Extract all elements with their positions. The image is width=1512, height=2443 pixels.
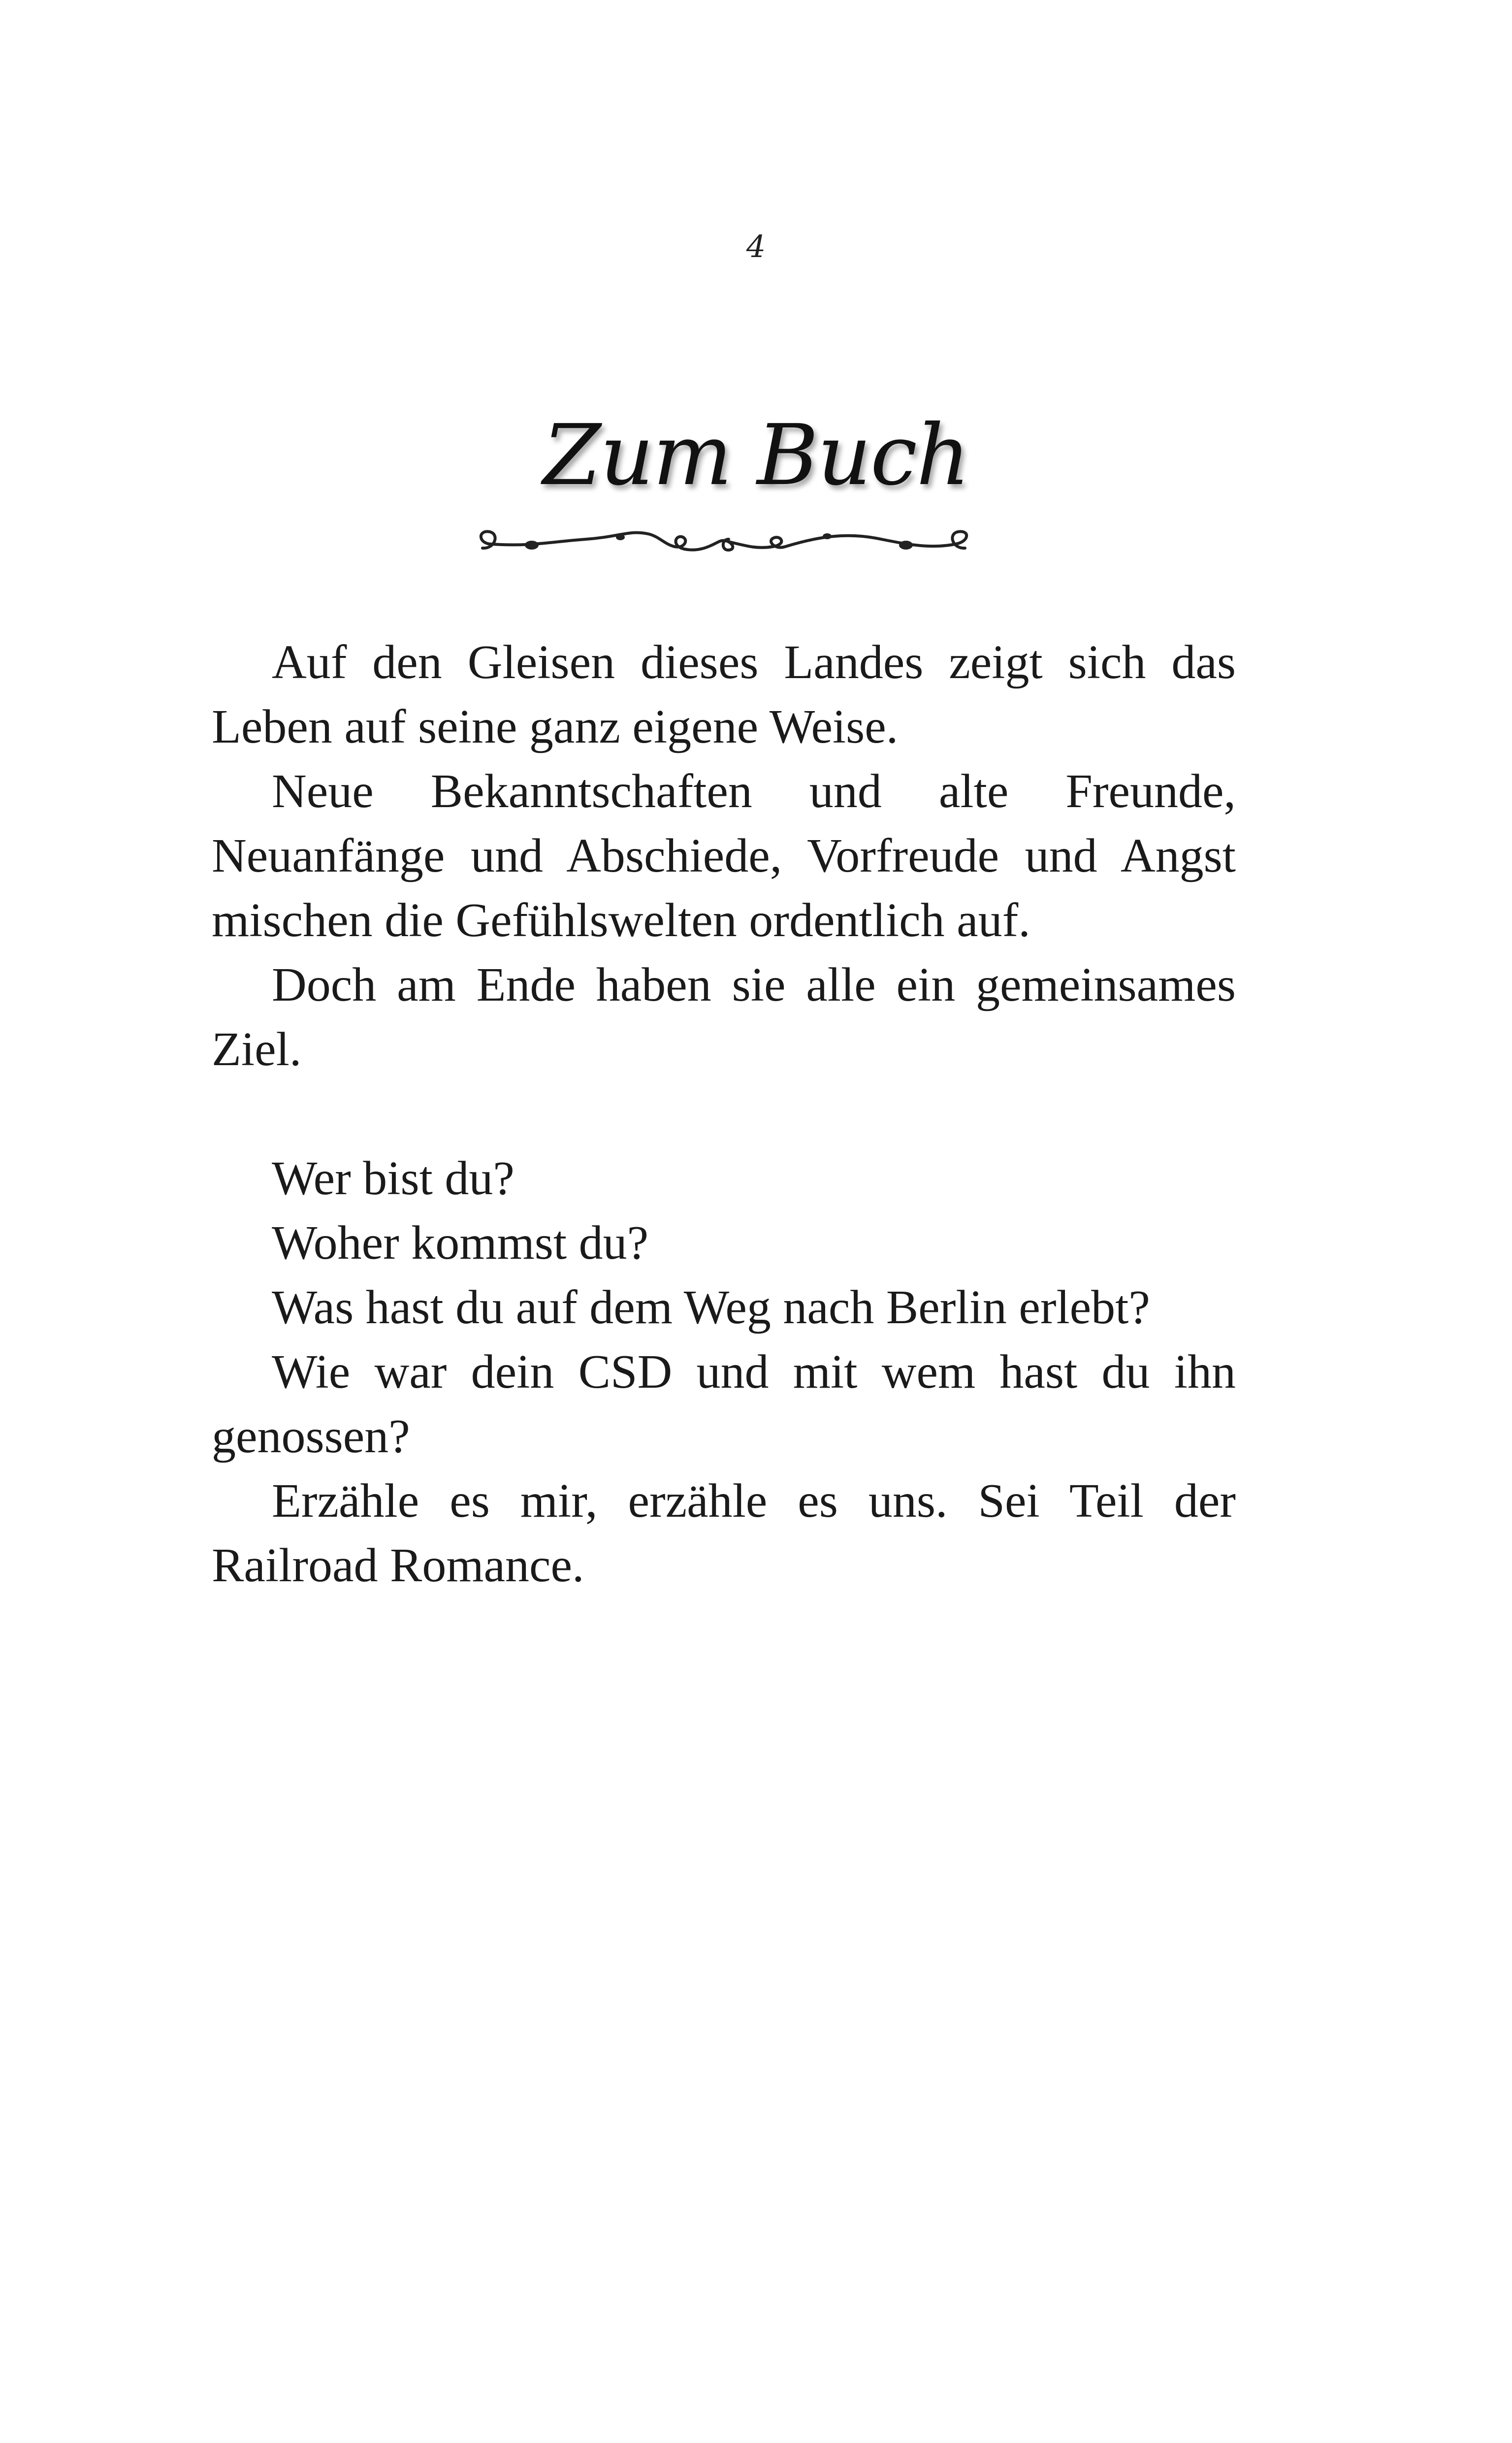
blurb-paragraph: Doch am Ende haben sie alle ein gemeinsames Ziel. [212,958,1236,1076]
question-line: Wie war dein CSD und mit wem hast du ihn genossen? [212,1345,1236,1463]
paragraph-spacer [212,1082,1236,1146]
flourish-divider-icon [473,520,975,564]
blurb-paragraph: Auf den Gleisen dieses Landes zeigt sich das Leben auf seine ganz eigene Weise. [212,636,1236,753]
page-number: 4 [746,228,766,264]
chapter-heading: Zum Buch [543,407,969,504]
question-line: Was hast du auf dem Weg nach Berlin erlebt? [272,1281,1150,1334]
question-line: Woher kommst du? [272,1216,649,1270]
closing-line: Erzähle es mir, erzähle es uns. Sei Teil der Railroad Romance. [212,1474,1236,1592]
question-line: Wer bist du? [272,1152,515,1205]
book-blurb [212,630,1236,1598]
blurb-paragraph: Neue Bekanntschaften und alte Freunde, Neuanfänge und Abschiede, Vorfreude und Angst mischen die Gefühlswelten ordentlich auf. [212,765,1236,947]
